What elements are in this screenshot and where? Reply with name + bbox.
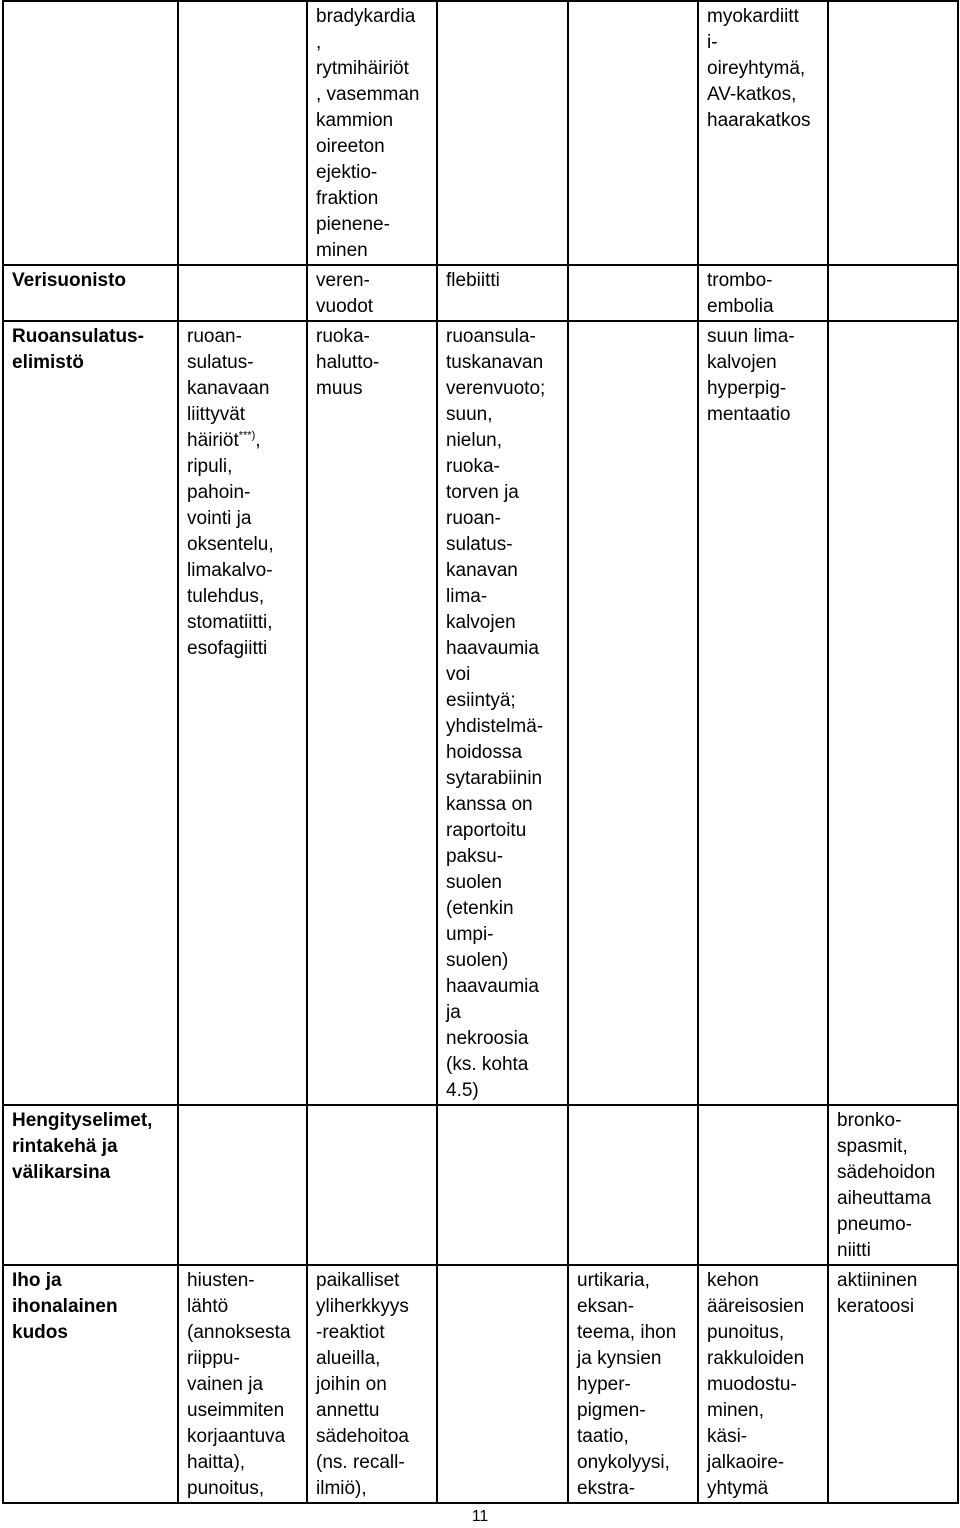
very-common-cell <box>178 1105 307 1265</box>
common-cell: ruoka- halutto- muus <box>307 321 437 1105</box>
footnote-marker: ***) <box>238 429 256 442</box>
rare-cell <box>568 1105 698 1265</box>
unknown-cell: aktiininen keratoosi <box>828 1265 958 1503</box>
uncommon-cell: flebiitti <box>437 265 568 321</box>
uncommon-cell: ruoansula- tuskanavan verenvuoto; suun, nielun, ruoka- torven ja ruoan- sulatus- kanavan lima- kalvojen haavaumia voi esiintyä; yhdistelmä- hoidossa sytarabiinin kanssa on raportoitu paksu- suolen (etenkin umpi- suolen) haavaumia ja nekroosia (ks. kohta 4.5) <box>437 321 568 1105</box>
rare-cell <box>568 265 698 321</box>
very-rare-cell: suun lima- kalvojen hyperpig- mentaatio <box>698 321 828 1105</box>
cell-text: ruoan- sulatus- kanavaan liittyvät häiriöt <box>187 326 270 451</box>
uncommon-cell <box>437 1105 568 1265</box>
common-cell: veren- vuodot <box>307 265 437 321</box>
unknown-cell <box>828 321 958 1105</box>
uncommon-cell <box>437 1 568 265</box>
unknown-cell <box>828 265 958 321</box>
common-cell <box>307 1105 437 1265</box>
unknown-cell <box>828 1 958 265</box>
very-rare-cell <box>698 1105 828 1265</box>
common-cell: bradykardia , rytmihäiriöt , vasemman kammion oireeton ejektio- fraktion pienene- minen <box>307 1 437 265</box>
very-rare-cell: kehon ääreisosien punoitus, rakkuloiden muodostu- minen, käsi- jalkaoire- yhtymä <box>698 1265 828 1503</box>
page-number: 11 <box>471 1508 489 1525</box>
uncommon-cell <box>437 1265 568 1503</box>
unknown-cell: bronko- spasmit, sädehoidon aiheuttama pneumo- niitti <box>828 1105 958 1265</box>
very-common-cell <box>178 1 307 265</box>
table-row <box>3 1105 958 1265</box>
cell-text-continued: , ripuli, pahoin- vointi ja oksentelu, limakalvo- tulehdus, stomatiitti, esofagiitti <box>187 430 274 659</box>
adverse-effects-table <box>2 0 959 1504</box>
table-row <box>3 265 958 321</box>
organ-cell: Ruoansulatus- elimistö <box>3 321 178 1105</box>
organ-cell: Verisuonisto <box>3 265 178 321</box>
organ-cell <box>3 1 178 265</box>
very-rare-cell: myokardiitt i- oireyhtymä, AV-katkos, haarakatkos <box>698 1 828 265</box>
rare-cell <box>568 1 698 265</box>
very-common-cell: hiusten- lähtö (annoksesta riippu- vainen ja useimmiten korjaantuva haitta), punoitus, <box>178 1265 307 1503</box>
very-rare-cell: trombo- embolia <box>698 265 828 321</box>
organ-cell: Iho ja ihonalainen kudos <box>3 1265 178 1503</box>
table-row <box>3 1 958 265</box>
common-cell: paikalliset yliherkkyys -reaktiot alueilla, joihin on annettu sädehoitoa (ns. recall- ilmiö), <box>307 1265 437 1503</box>
rare-cell <box>568 321 698 1105</box>
very-common-cell <box>178 265 307 321</box>
table-row <box>3 321 958 1105</box>
table-row <box>3 1265 958 1503</box>
very-common-cell <box>178 321 307 1105</box>
rare-cell: urtikaria, eksan- teema, ihon ja kynsien hyper- pigmen- taatio, onykolyysi, ekstra- <box>568 1265 698 1503</box>
organ-cell: Hengityselimet, rintakehä ja välikarsina <box>3 1105 178 1265</box>
